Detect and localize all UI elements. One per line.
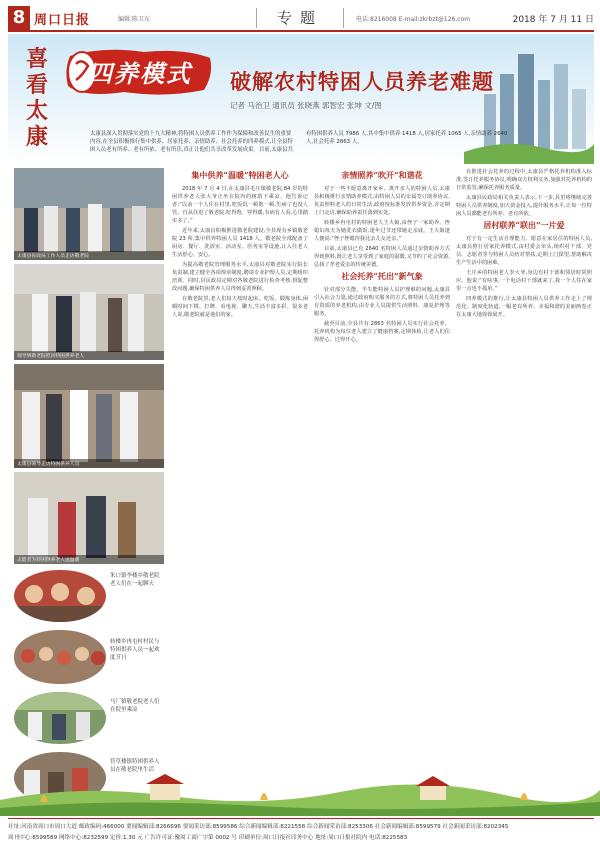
section-subheading: 社会托养“托出”新气象: [341, 271, 423, 281]
photo-caption: 志愿者为特困供养老人送温暖: [14, 555, 164, 564]
paper-logo: 周口日报: [34, 13, 91, 28]
kicker-char: 喜: [25, 46, 48, 72]
body-paragraph: 四养模式的推行,让太康县特困人员供养工作走上了规范化、制度化轨道,一幅老有所养、幸福和谐的美丽画卷正在太康大地徐徐展开。: [456, 296, 592, 318]
section-subheading: 居村联养“联出”一片爱: [483, 220, 565, 230]
body-paragraph: 太康县民政局相关负责人表示,下一步,县里将继续完善特困人员供养制度,加大资金投入,提升服务水平,让每一位特困人员都能老有所养、老有所依。: [456, 195, 592, 217]
photo-column: [14, 168, 164, 818]
article-column: [172, 168, 308, 798]
body-paragraph: 针对部分失能、半失能特困人员护理难的问题,太康县引入社会力量,通过政府购买服务的方式,将特困人员托养到有资质的养老机构,由专业人员提供生活照料、康复护理等服务。: [314, 287, 450, 317]
photo-caption: 领导到敬老院慰问特困供养老人: [14, 351, 164, 360]
byline: 记者 马治卫 通讯员 张晓燕 郭智宏 张坤 文/图: [230, 101, 382, 110]
countryside-footer-illustration: [0, 770, 600, 816]
issue-date: 2018 年 7 月 11 日: [512, 15, 594, 25]
body-paragraph: 对于一些不愿意离开家乡、离开亲人的特困人员,太康县积极推行亲情助养模式,由特困人员的亲属签订助养协议,负责照料老人的日常生活,政府按标准发放供养资金,并定期上门走访,确保助养责任落到实处。: [314, 186, 450, 216]
side-caption: 朱口镇李楼乡敬老院老人们在一起聊天: [110, 573, 160, 587]
stamp-text: 四养模式: [88, 59, 192, 88]
article-column: [456, 168, 592, 798]
headline: 破解农村特困人员养老难题: [230, 69, 494, 94]
photo-caption: 太康县领导走访特困供养人员: [14, 459, 164, 468]
body-paragraph: 在敬老院里,老人们每天按时起床、吃饭、锻炼身体,闲暇时间下棋、打牌、看电视、聊天,生活丰富多彩。很多老人说,敬老院就是他们的家。: [172, 296, 308, 318]
contact-line: 电话:8216008 E-mail:zkrbzt@126.com: [356, 16, 471, 23]
side-caption: 马厂镇敬老院老人们在院里乘凉: [110, 699, 160, 713]
side-caption: 符草楼镇特困供养人员在敬老院里生活: [110, 759, 160, 773]
body-paragraph: 目前,太康县已有 2640 名特困人员通过亲情助养方式得到照料,既让老人享受到了家庭的温暖,又节约了社会资源,弘扬了孝老爱亲的传统美德。: [314, 246, 450, 268]
body-paragraph: 为提高敬老院管理服务水平,太康县对敬老院实行院长负责制,建立健全各项规章制度,聘请专业护理人员,定期组织培训。同时,县民政局定期对各敬老院进行检查考核,督促整改问题,确保特困供养人员得到妥善照顾。: [172, 262, 308, 292]
kicker-char: 康: [25, 124, 48, 150]
article-column: [314, 168, 450, 798]
kicker-char: 太: [25, 98, 48, 124]
side-caption: 转楼乡冉屯村村民与特困供养人员一起欢度节日: [110, 639, 160, 661]
colophon-line: 周刊中心:8599589 网络中心:8232599 定价:1.30 元 广告许可证:豫周工商广字第 0002 号 印刷单位:周口日报社印务中心 地址:周口日报社院内 电话:8225583: [8, 835, 408, 841]
lede-paragraph: 太康县深入贯彻落实党的十九大精神,将特困人员供养工作作为保障和改善民生的重要内容,在全县积极推行集中供养、居家托养、亲情助养、社会托养的四养模式,让全县特困人员老有所养、老有所依、老有所乐,真正让他们共享改革发展成果。目前,太康县共有特困供养人员 7986 人,其中集中供养 1418 人,居家托养 1065 人,亲情助养 2640 人,社会托养 2863 人。: [90, 131, 508, 153]
body-paragraph: 2018 年 7 月 4 日,在太康县毛庄镇敬老院,84 岁的特困供养老人张大爷正坐在院内的树荫下乘凉。他告诉记者:“以前一个人住在村里,吃饭饥一顿饱一顿,生病了也没人管。自从住进了敬老院,吃得饱、穿得暖,有病有人看,心里踏实多了。”: [172, 186, 308, 224]
body-paragraph: 王庄乡的特困老人李大爷,身边有村干部和邻居时常照应。他说:“有啥事,一个电话村干部就来了,我一个人住在家里一点也不孤单。”: [456, 270, 592, 292]
body-paragraph: 对于有一定生活自理能力、愿意在家居住的特困人员,太康县推行居家托养模式,由村委会牵头,组织村干部、党员、志愿者等与特困人员结对帮扶,定期上门探望,帮助解决生产生活中的困难。: [456, 236, 592, 266]
oval-photo: [14, 692, 106, 744]
masthead: [8, 6, 594, 32]
body-paragraph: 近年来,太康县积极推进敬老院建设,全县现有乡镇敬老院 23 所,集中供养特困人员 1418 人。敬老院全部配备了厨房、餐厅、洗浴室、活动室、医务室等设施,让入住老人生活舒心、安心。: [172, 228, 308, 258]
kicker-char: 看: [25, 72, 48, 98]
photo: [14, 364, 164, 468]
photo: [14, 472, 164, 564]
colophon-line: 社址:河南省周口市周口大道 邮政编码:466000 要闻编辑部:8266696 要闻采访部:8599586 综合新闻编辑部:8221558 综合新闻采访部:8253306 社会新闻编辑部:8599579 社会新闻采访部:8202345: [8, 824, 509, 830]
body-paragraph: 转楼乡冉屯村的特困老人王大娘,由侄子一家助养。侄媳妇每天为她洗衣做饭,逢年过节还带她走亲戚。王大娘逢人便说:“侄子侄媳待我比亲儿女还亲。”: [314, 220, 450, 242]
section-subheading: 集中供养“温暖”特困老人心: [191, 170, 289, 180]
photo: [14, 264, 164, 360]
photo: [14, 168, 164, 260]
section-subheading: 亲情照养“吹开”和谐花: [341, 170, 423, 180]
oval-photo: [14, 570, 106, 622]
photo-caption: 太康县民政局工作人员走访敬老院: [14, 251, 164, 260]
headline-banner: [8, 34, 594, 164]
editor-line: 编辑:陈卫东: [118, 16, 151, 23]
body-paragraph: 在推进社会托养的过程中,太康县严格托养机构准入标准,签订托养服务协议,明确双方权利义务,加强对托养机构的日常监管,确保托养服务质量。: [456, 169, 592, 191]
section-title: 专题: [256, 8, 344, 28]
body-paragraph: 截至目前,全县共有 2863 名特困人员实行社会托养。托养机构为每位老人建立了健康档案,定期体检,让老人们住得舒心、过得开心。: [314, 321, 450, 343]
page-number: 8: [8, 6, 30, 30]
colophon: [8, 818, 594, 844]
oval-photo: [14, 630, 106, 684]
